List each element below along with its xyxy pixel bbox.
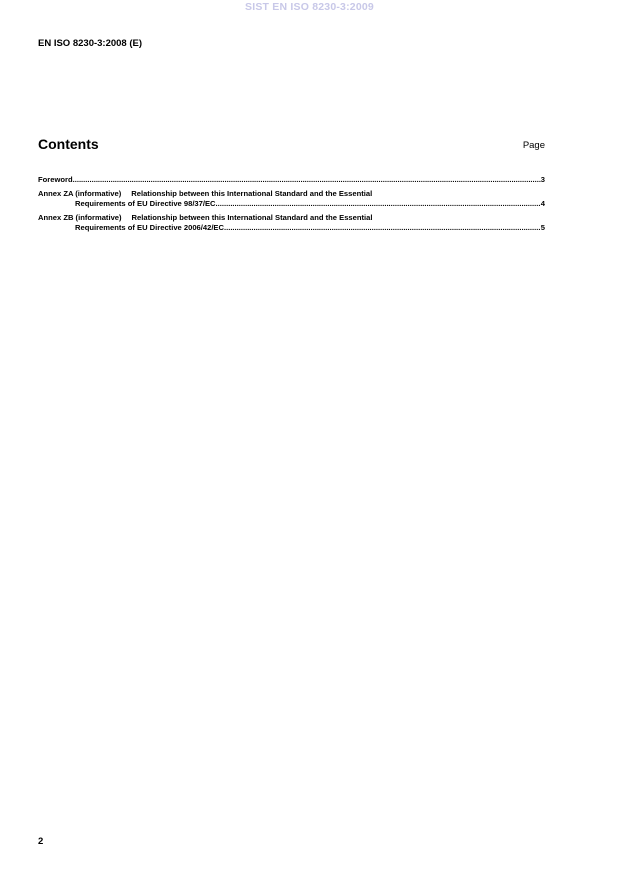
toc-entry-title[interactable]: Relationship between this International Standard and the Essential xyxy=(131,189,373,198)
toc-entry-title[interactable]: Relationship between this International Standard and the Essential xyxy=(131,213,373,222)
toc-entry-title-continued[interactable]: Requirements of EU Directive 2006/42/EC xyxy=(75,223,224,232)
toc-entry-annex-za[interactable] xyxy=(38,189,545,209)
contents-heading: Contents xyxy=(38,136,99,152)
toc-page-number: 3 xyxy=(540,175,545,184)
table-of-contents xyxy=(38,175,545,237)
toc-entry-label[interactable]: Annex ZB (informative) xyxy=(38,213,122,222)
toc-page-number: 5 xyxy=(540,223,545,232)
dot-leader xyxy=(224,223,541,233)
toc-page-number: 4 xyxy=(540,199,545,208)
toc-entry-annex-zb[interactable] xyxy=(38,213,545,233)
page-number: 2 xyxy=(38,836,44,847)
dot-leader xyxy=(216,199,541,209)
document-id: EN ISO 8230-3:2008 (E) xyxy=(38,38,143,49)
watermark: SIST EN ISO 8230-3:2009 xyxy=(245,1,374,13)
toc-entry-label[interactable]: Foreword xyxy=(38,175,73,184)
page-column-label: Page xyxy=(522,140,545,151)
dot-leader xyxy=(73,175,541,185)
toc-entry-label[interactable]: Annex ZA (informative) xyxy=(38,189,122,198)
toc-entry-title-continued[interactable]: Requirements of EU Directive 98/37/EC xyxy=(75,199,216,208)
toc-entry-foreword[interactable] xyxy=(38,175,545,185)
